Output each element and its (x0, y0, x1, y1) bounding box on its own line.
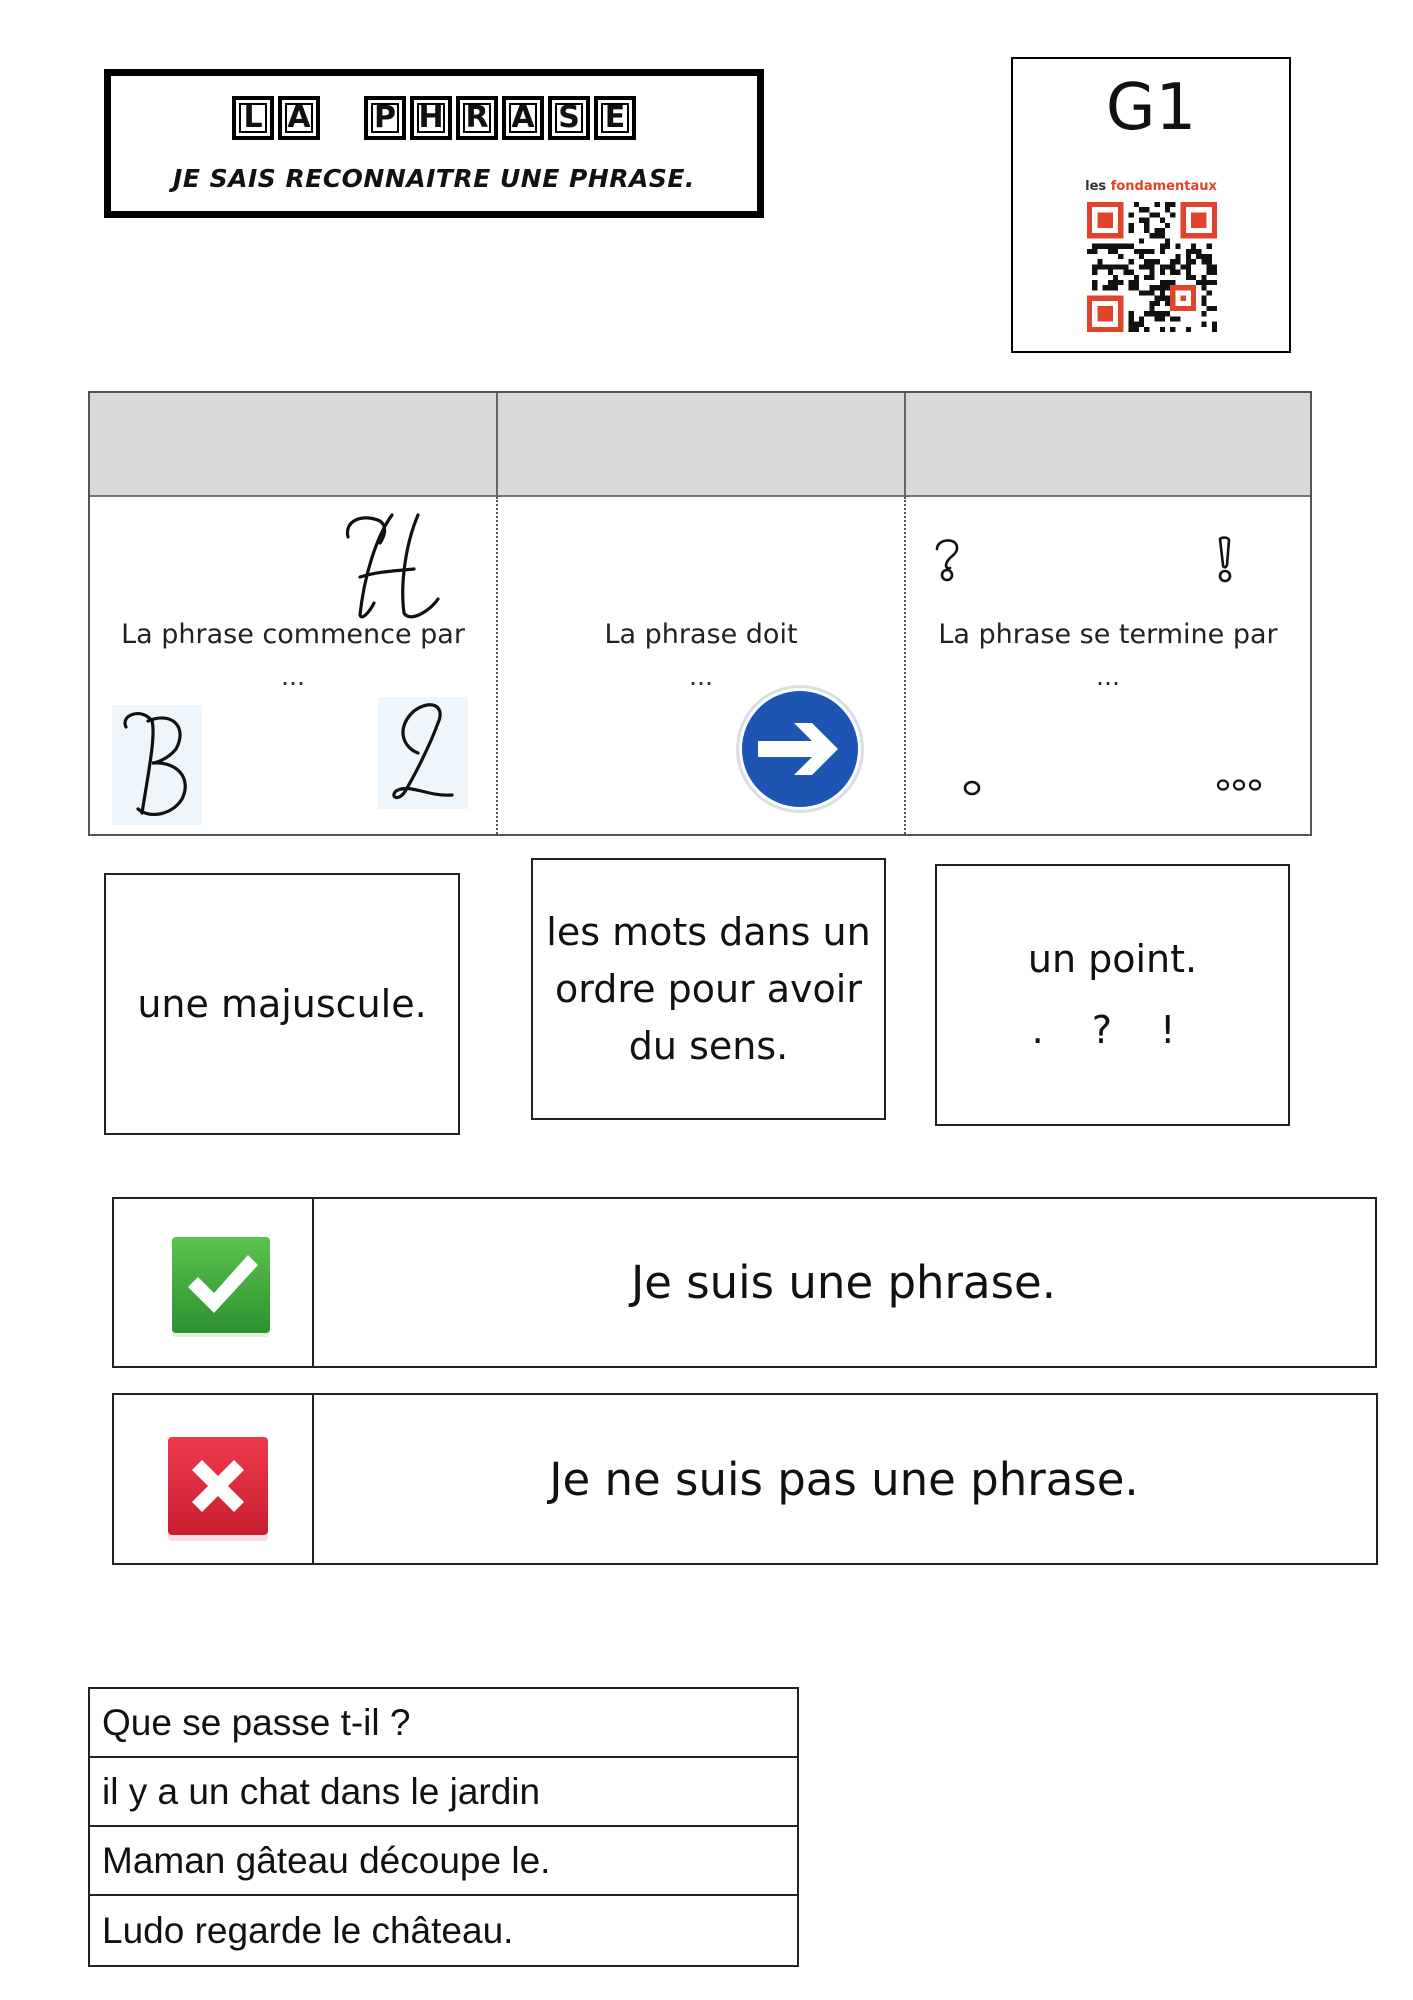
sentence-row[interactable]: Ludo regarde le château. (102, 1909, 514, 1951)
cursive-b-icon (112, 705, 202, 825)
example-invalid (112, 1393, 1378, 1565)
rules-table (88, 391, 1312, 836)
answer-card-order[interactable] (531, 858, 886, 1120)
title-letter: H (410, 96, 452, 140)
lesson-code: G1 (1105, 71, 1197, 145)
sentence-row[interactable]: Maman gâteau découpe le. (90, 1827, 797, 1896)
title-letter: A (502, 96, 544, 140)
rule-capital (90, 497, 496, 834)
title-letters (111, 96, 757, 140)
answer-card-point[interactable] (935, 864, 1290, 1126)
rule-text: La phrase commence par (121, 619, 465, 650)
qr-code-icon[interactable] (1087, 202, 1217, 332)
rule-ellipsis: … (1096, 663, 1120, 691)
answer-line: du sens. (628, 1023, 789, 1068)
title-letter: A (278, 96, 320, 140)
title-letter: E (594, 96, 636, 140)
question-mark-icon (932, 537, 962, 583)
rule-header-cell (90, 393, 496, 497)
example-icon-cell (114, 1199, 314, 1366)
sentence-row[interactable]: Que se passe t-il ? (90, 1689, 797, 1758)
page-subtitle: JE SAIS RECONNAITRE UNE PHRASE. (173, 164, 695, 193)
rule-text: La phrase doit (604, 619, 798, 650)
rule-header-cell (498, 393, 904, 497)
code-card (1011, 57, 1291, 353)
ellipsis-dots-icon (1216, 777, 1264, 793)
answer-card-capital[interactable] (104, 873, 460, 1135)
rule-text: La phrase se termine par (938, 619, 1278, 650)
title-box (104, 69, 764, 218)
cursive-h-icon (340, 507, 450, 622)
punctuation-marks: . ? ! (1031, 1008, 1194, 1052)
rule-order (498, 497, 904, 834)
red-cross-icon (166, 1437, 270, 1543)
answer-line: ordre pour avoir (555, 966, 862, 1011)
rule-header-cell (906, 393, 1310, 497)
answer-line: les mots dans un (546, 909, 871, 954)
rule-ellipsis: … (281, 663, 305, 691)
brand-line (1013, 179, 1289, 194)
period-icon (962, 779, 982, 797)
example-text: Je suis une phrase. (630, 1256, 1057, 1309)
sentence-row[interactable]: il y a un chat dans le jardin (90, 1758, 797, 1827)
title-letter: R (456, 96, 498, 140)
answer-text: une majuscule. (137, 981, 427, 1026)
brand-prefix: les (1085, 179, 1107, 194)
green-check-icon (170, 1237, 272, 1341)
exclamation-mark-icon (1214, 535, 1236, 583)
brand-accent: fondamentaux (1110, 179, 1217, 194)
sentence-table (88, 1687, 799, 1967)
example-text: Je ne suis pas une phrase. (549, 1452, 1139, 1506)
title-letter: P (364, 96, 406, 140)
title-letter: S (548, 96, 590, 140)
answer-text: un point. (1027, 937, 1198, 981)
direction-arrow-sign-icon (734, 683, 866, 815)
example-valid (112, 1197, 1377, 1368)
cursive-l-icon (378, 697, 468, 809)
example-icon-cell (114, 1395, 314, 1563)
title-letter: L (232, 96, 274, 140)
rule-end (906, 497, 1310, 834)
rule-ellipsis: … (689, 663, 713, 691)
